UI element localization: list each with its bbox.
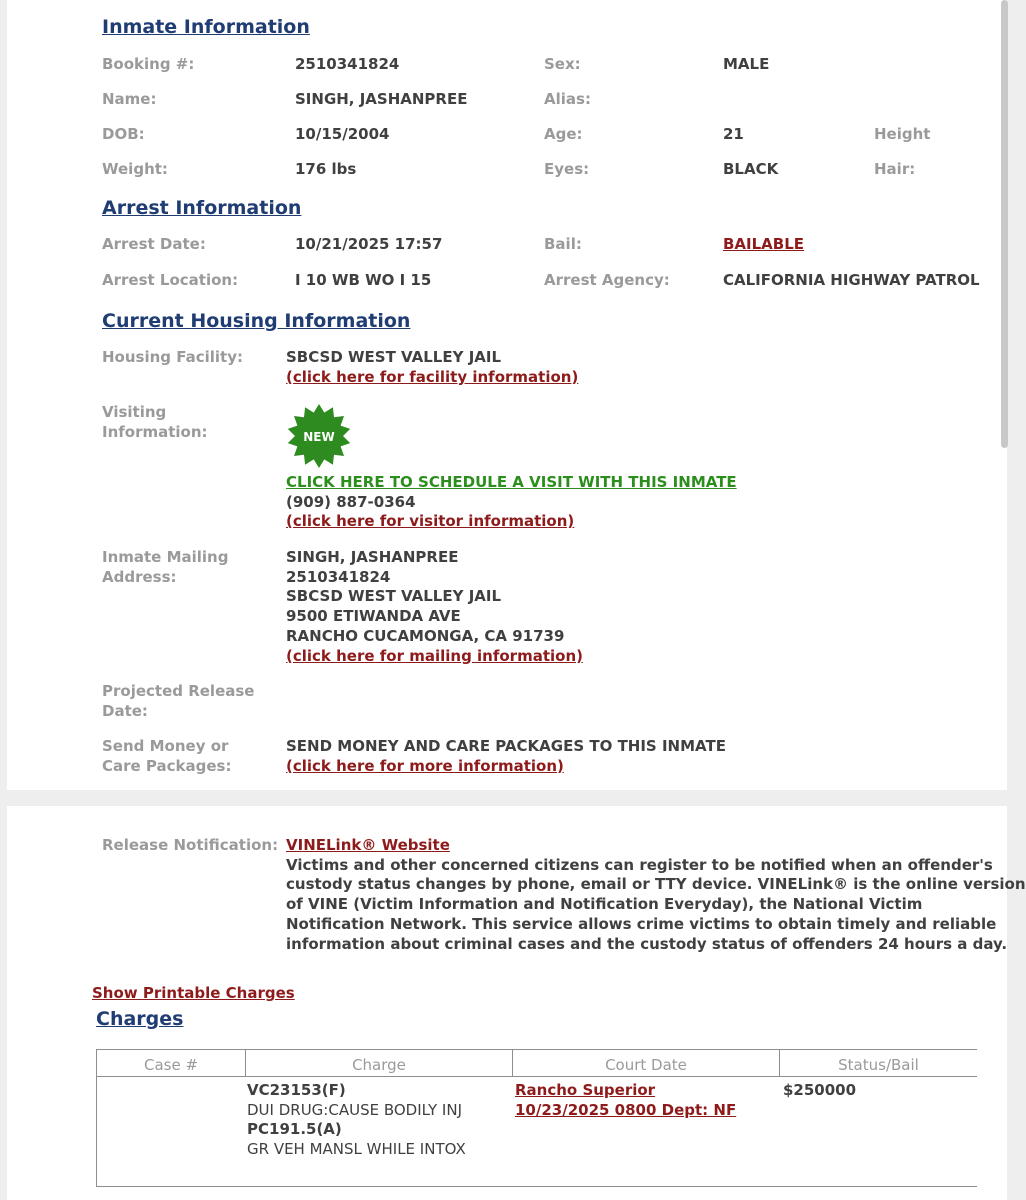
visiting-block (286, 473, 737, 532)
send-money-link[interactable]: (click here for more information) (286, 756, 564, 775)
eyes-value: BLACK (723, 160, 779, 178)
housing-facility-value: SBCSD WEST VALLEY JAIL (286, 348, 502, 366)
send-money-label (102, 737, 231, 776)
money-label-line-2: Care Packages: (102, 756, 232, 775)
mailing-line: RANCHO CUCAMONGA, CA 91739 (286, 626, 565, 645)
vine-text-line: custody status changes by phone, email or TTY device. VINELink® is the online version (286, 875, 1026, 894)
dob-value: 10/15/2004 (295, 125, 390, 143)
sex-label: Sex: (544, 55, 581, 73)
court-date-cell (515, 1081, 736, 1120)
arrest-location-label: Arrest Location: (102, 271, 239, 289)
money-label-line-1: Send Money or (102, 737, 229, 755)
charge-code: VC23153(F) (247, 1081, 346, 1099)
facility-info-link[interactable]: (click here for facility information) (286, 367, 579, 386)
column-header-status-bail: Status/Bail (780, 1050, 977, 1077)
arrest-information-title: Arrest Information (102, 197, 302, 219)
bail-cell (783, 1081, 856, 1101)
charges-title: Charges (96, 1008, 184, 1030)
release-notification-block (286, 836, 1026, 954)
charges-table (96, 1049, 977, 1187)
mailing-address-label (102, 548, 228, 587)
age-label: Age: (544, 125, 583, 143)
weight-label: Weight: (102, 160, 168, 178)
court-link[interactable]: Rancho Superior (515, 1081, 656, 1099)
mailing-label-line-2: Address: (102, 567, 177, 586)
housing-information-title: Current Housing Information (102, 310, 411, 332)
visiting-phone: (909) 887-0364 (286, 492, 416, 511)
send-money-block (286, 737, 726, 776)
arrest-agency-label: Arrest Agency: (544, 271, 670, 289)
arrest-date-value: 10/21/2025 17:57 (295, 235, 443, 253)
court-date-link[interactable]: 10/23/2025 0800 Dept: NF (515, 1100, 737, 1119)
mailing-line: SBCSD WEST VALLEY JAIL (286, 587, 502, 606)
age-value: 21 (723, 125, 744, 143)
dob-label: DOB: (102, 125, 145, 143)
send-money-value: SEND MONEY AND CARE PACKAGES TO THIS INMATE (286, 737, 726, 755)
bail-label: Bail: (544, 235, 582, 253)
visiting-label-line-2: Information: (102, 422, 208, 441)
housing-facility-block (286, 348, 578, 387)
release-notification-label: Release Notification: (102, 836, 279, 854)
mailing-line: SINGH, JASHANPREE (286, 548, 459, 566)
charge-code: PC191.5(A) (247, 1120, 342, 1139)
inmate-details-panel (7, 0, 1007, 790)
column-header-charge: Charge (246, 1050, 513, 1077)
release-label-line-1: Projected Release (102, 682, 255, 700)
arrest-location-value: I 10 WB WO I 15 (295, 271, 432, 289)
eyes-label: Eyes: (544, 160, 590, 178)
vine-text-line: information about criminal cases and the custody status of offenders 24 hours a day. (286, 934, 1008, 953)
booking-value: 2510341824 (295, 55, 400, 73)
hair-label: Hair: (874, 160, 916, 178)
housing-facility-label: Housing Facility: (102, 348, 243, 366)
visiting-label (102, 403, 208, 442)
name-label: Name: (102, 90, 157, 108)
name-value: SINGH, JASHANPREE (295, 90, 468, 108)
mailing-line: 2510341824 (286, 567, 391, 586)
show-printable-charges-link[interactable]: Show Printable Charges (92, 984, 295, 1002)
vine-text-line: Notification Network. This service allows crime victims to obtain timely and reliable (286, 914, 997, 933)
booking-label: Booking #: (102, 55, 195, 73)
projected-release-label (102, 682, 254, 721)
vinelink-link[interactable]: VINELink® Website (286, 836, 450, 854)
arrest-date-label: Arrest Date: (102, 235, 206, 253)
alias-label: Alias: (544, 90, 591, 108)
column-header-court-date: Court Date (513, 1050, 780, 1077)
release-label-line-2: Date: (102, 701, 148, 720)
arrest-agency-value: CALIFORNIA HIGHWAY PATROL (723, 271, 980, 289)
bail-amount: $250000 (783, 1081, 857, 1099)
charges-panel (7, 806, 1026, 1200)
column-header-case: Case # (97, 1050, 246, 1077)
new-badge-icon (286, 403, 352, 469)
bail-link[interactable]: BAILABLE (723, 235, 805, 253)
weight-value: 176 lbs (295, 160, 357, 178)
charge-cell (247, 1081, 466, 1160)
scrollbar-thumb[interactable] (1001, 0, 1008, 448)
mailing-label-line-1: Inmate Mailing (102, 548, 229, 566)
vine-text-line: of VINE (Victim Information and Notification Everyday), the National Victim (286, 895, 923, 914)
charge-description: GR VEH MANSL WHILE INTOX (247, 1140, 466, 1159)
mailing-info-link[interactable]: (click here for mailing information) (286, 646, 583, 665)
mailing-address-block (286, 548, 583, 666)
height-label: Height (874, 125, 931, 143)
new-badge-text: NEW (303, 430, 335, 444)
inmate-information-title: Inmate Information (102, 16, 310, 38)
vine-text-line: Victims and other concerned citizens can register to be notified when an offender's (286, 855, 993, 874)
charge-description: DUI DRUG:CAUSE BODILY INJ (247, 1100, 463, 1119)
visitor-info-link[interactable]: (click here for visitor information) (286, 512, 575, 531)
schedule-visit-link[interactable]: CLICK HERE TO SCHEDULE A VISIT WITH THIS INMATE (286, 473, 737, 491)
mailing-line: 9500 ETIWANDA AVE (286, 607, 461, 626)
sex-value: MALE (723, 55, 770, 73)
visiting-label-line-1: Visiting (102, 403, 167, 421)
